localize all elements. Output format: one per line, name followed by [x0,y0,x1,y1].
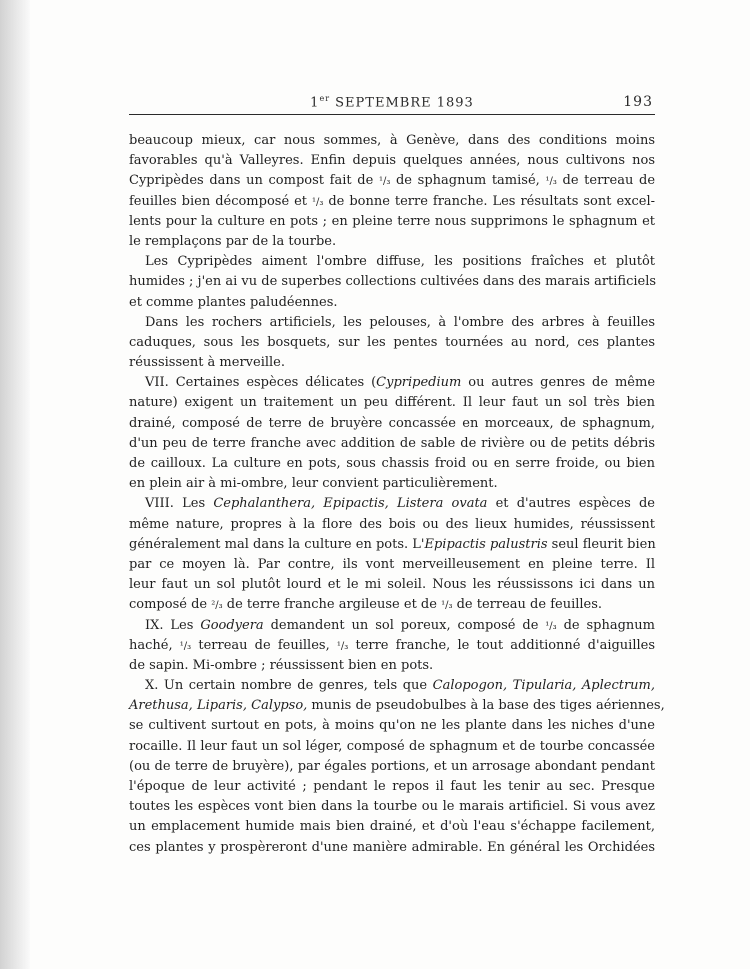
text-line: IX. Les Goodyera demandent un sol poreux, composé de ¹/₃ de sphagnum [145,617,655,633]
fraction: ¹/₃ [336,640,349,652]
text-line: VII. Certaines espèces délicates (Cypripedium ou autres genres de même [145,375,656,391]
text-line: réussissent à merveille. [129,355,285,371]
text-line: nature) exigent un traitement un peu différent. Il leur faut un sol très bien [129,395,655,411]
text-line: leur faut un sol plutôt lourd et le mi soleil. Nous les réussissons ici dans un [129,577,655,593]
header-date [129,94,655,110]
text-line: favorables qu'à Valleyres. Enfin depuis quelques années, nous cultivons nos [129,153,655,169]
text-line: d'un peu de terre franche avec addition de sable de rivière ou de petits débris [129,435,655,451]
text-line: le remplaçons par de la tourbe. [129,233,337,249]
italic-term: Cypripedium [376,375,462,391]
header-date-suffix: er [319,94,331,103]
fraction: ¹/₃ [441,600,453,612]
text-line: même nature, propres à la flore des bois ou des lieux humides, réussissent [129,516,655,532]
text-line: de sapin. Mi-ombre ; réussissent bien en pots. [129,657,434,673]
header-date-rest: SEPTEMBRE 1893 [330,95,474,111]
text-line: drainé, composé de terre de bruyère concassée en morceaux, de sphagnum, [129,415,655,431]
fraction: ¹/₃ [312,196,324,208]
text-line: de cailloux. La culture en pots, sous chassis froid ou en serre froide, ou bien [129,456,655,471]
italic-term: Cephalanthera, Epipactis, Listera ovata [213,496,488,512]
fraction: ¹/₃ [545,620,557,632]
page-number: 193 [623,94,653,110]
text-line: X. Un certain nombre de genres, tels que Calopogon, Tipularia, Aplectrum, [145,678,655,694]
italic-term: Goodyera [200,617,264,633]
text-line: haché, ¹/₃ terreau de feuilles, ¹/₃ terre franche, le tout additionné d'aiguilles [129,637,656,653]
italic-term: Epipactis palustris [424,536,548,552]
text-line: rocaille. Il leur faut un sol léger, composé de sphagnum et de tourbe concassée [129,738,655,754]
body-text [129,131,665,858]
text-line: se cultivent surtout en pots, à moins qu'on ne les plante dans les niches d'une [129,718,655,734]
fraction: ¹/₃ [545,176,557,188]
header-rule [129,114,655,115]
scan-shadow-edge [0,0,30,969]
text-line: lents pour la culture en pots ; en pleine terre nous supprimons le sphagnum et [129,213,655,229]
text-line: Dans les rochers artificiels, les pelouses, à l'ombre des arbres à feuilles [145,314,655,330]
italic-term: Arethusa, Liparis, Calypso, [129,698,308,714]
text-line: en plein air à mi-ombre, leur convient particulièrement. [129,476,498,492]
text-line: Les Cypripèdes aiment l'ombre diffuse, les positions fraîches et plutôt [145,254,655,270]
text-line: caduques, sous les bosquets, sur les pentes tournées au nord, ces plantes [129,334,655,350]
fraction: ¹/₃ [378,176,391,188]
text-line: beaucoup mieux, car nous sommes, à Genève, dans des conditions moins [129,133,655,148]
fraction: ¹/₃ [179,640,192,652]
text-line: toutes les espèces vont bien dans la tourbe ou le marais artificiel. Si vous avez [129,799,655,815]
text-line: Arethusa, Liparis, Calypso, munis de pseudobulbes à la base des tiges aériennes, [129,698,665,714]
text-line: (ou de terre de bruyère), par égales portions, et un arrosage abondant pendant [129,758,655,774]
text-line: VIII. Les Cephalanthera, Epipactis, Listera ovata et d'autres espèces de [145,496,655,512]
text-line: et comme plantes paludéennes. [129,294,338,310]
fraction: ²/₃ [211,600,223,612]
italic-term: Calopogon, Tipularia, Aplectrum, [432,678,655,694]
text-line: ces plantes y prospèreront d'une manière admirable. En général les Orchidées [129,839,655,855]
text-line: un emplacement humide mais bien drainé, et d'où l'eau s'échappe facilement, [129,819,655,835]
text-line: feuilles bien décomposé et ¹/₃ de bonne terre franche. Les résultats sont excel- [129,193,655,209]
text-line: l'époque de leur activité ; pendant le repos il faut les tenir au sec. Presque [129,779,655,794]
text-line: généralement mal dans la culture en pots. L'Epipactis palustris seul fleurit bien [129,536,656,552]
text-line: Cypripèdes dans un compost fait de ¹/₃ de sphagnum tamisé, ¹/₃ de terreau de [129,173,656,189]
text-line: composé de ²/₃ de terre franche argileuse et de ¹/₃ de terreau de feuilles. [129,597,603,613]
text-line: par ce moyen là. Par contre, ils vont merveilleusement en pleine terre. Il [129,556,655,572]
header-date-number: 1 [310,95,320,111]
running-header [129,92,655,114]
text-line: humides ; j'en ai vu de superbes collections cultivées dans des marais artificiels [129,274,657,290]
